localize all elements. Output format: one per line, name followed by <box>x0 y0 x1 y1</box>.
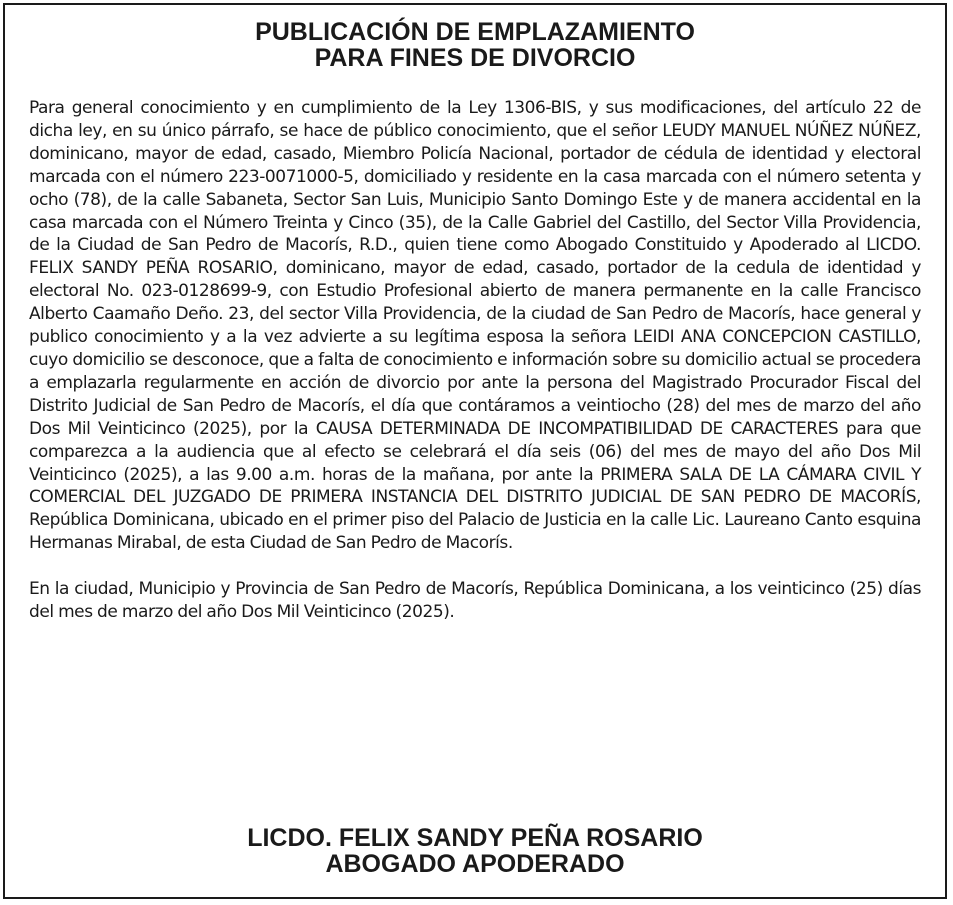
notice-body <box>29 97 921 624</box>
body-paragraph-2: En la ciudad, Municipio y Provincia de San Pedro de Macorís, República Dominicana, a los veinticinco (25) días del mes de marzo del año Dos Mil Veinticinco (2025). <box>29 579 921 623</box>
body-paragraph-1: Para general conocimiento y en cumplimiento de la Ley 1306-BIS, y sus modificaciones, del artículo 22 de dicha ley, en su único párrafo, se hace de público conocimiento, que el señor LEUDY MANUEL NÚÑEZ NÚÑEZ, dominicano, mayor de edad, casado, Miembro Policía Nacional, portador de cédula de identidad y electoral marcada con el número 223-0071000-5, domiciliado y residente en la casa marcada con el número setenta y ocho (78), de la calle Sabaneta, Sector San Luis, Municipio Santo Domingo Este y de manera accidental en la casa marcada con el Número Treinta y Cinco (35), de la Calle Gabriel del Castillo, del Sector Villa Providencia, de la Ciudad de San Pedro de Macorís, R.D., quien tiene como Abogado Constituido y Apoderado al LICDO. FELIX SANDY PEÑA ROSARIO, dominicano, mayor de edad, casado, portador de la cedula de identidad y electoral No. 023-0128699-9, con Estudio Profesional abierto de manera permanente en la calle Francisco Alberto Caamaño Deño. 23, del sector Villa Providencia, de la ciudad de San Pedro de Macorís, hace general y publico conocimiento y a la vez advierte a su legítima esposa la señora LEIDI ANA CONCEPCION CASTILLO, cuyo domicilio se desconoce, que a falta de conocimiento e información sobre su domicilio actual se procedera a emplazarla regularmente en acción de divorcio por ante la persona del Magistrado Procurador Fiscal del Distrito Judicial de San Pedro de Macorís, el día que contáramos a veintiocho (28) del mes de marzo del año Dos Mil Veinticinco (2025), por la CAUSA DETERMINADA DE INCOMPATIBILIDAD DE CARACTERES para que comparezca a la audiencia que al efecto se celebrará el día seis (06) del mes de mayo del año Dos Mil Veinticinco (2025), a las 9.00 a.m. horas de la mañana, por ante la PRIMERA SALA DE LA CÁMARA CIVIL Y COMERCIAL DEL JUZGADO DE PRIMERA INSTANCIA DEL DISTRITO JUDICIAL DE SAN PEDRO DE MACORÍS, República Dominicana, ubicado en el primer piso del Palacio de Justicia en la calle Lic. Laureano Canto esquina Hermanas Mirabal, de esta Ciudad de San Pedro de Macorís. <box>29 98 921 554</box>
legal-notice <box>3 3 947 899</box>
signature-block <box>5 825 945 877</box>
title-line-1: PUBLICACIÓN DE EMPLAZAMIENTO <box>255 18 695 46</box>
title-line-2: PARA FINES DE DIVORCIO <box>314 44 636 72</box>
signature-role: ABOGADO APODERADO <box>325 850 625 878</box>
notice-title <box>5 19 945 71</box>
signature-name: LICDO. FELIX SANDY PEÑA ROSARIO <box>247 824 703 852</box>
